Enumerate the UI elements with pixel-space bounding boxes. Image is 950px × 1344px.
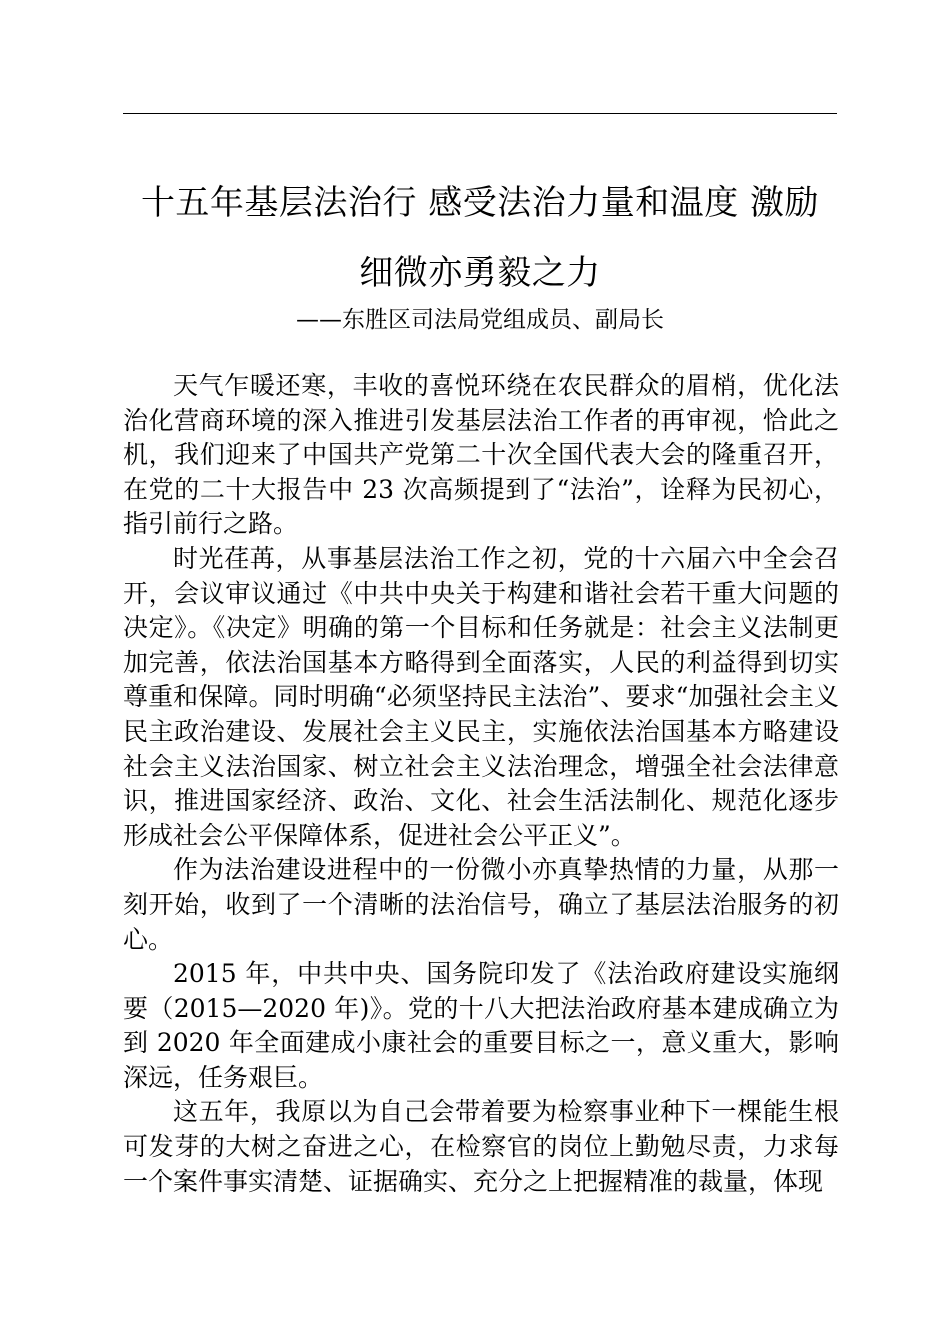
paragraph-2: 时光荏苒，从事基层法治工作之初，党的十六届六中全会召开，会议审议通过《中共中央关于构建和谐社会若干重大问题的决定》。《决定》明确的第一个目标和任务就是：社会主义法制更加完善，依法治国基本方略得到全面落实，人民的利益得到切实尊重和保障。同时明确“必须坚持民主法治”、要求“加强社会主义民主政治建设、发展社会主义民主，实施依法治国基本方略建设社会主义法治国家、树立社会主义法治理念，增强全社会法律意识，推进国家经济、政治、文化、社会生活法制化、规范化逐步形成社会公平保障体系，促进社会公平正义”。 <box>123 543 839 850</box>
title-line-2: 细微亦勇毅之力 <box>359 253 601 293</box>
paragraph-5: 这五年，我原以为自己会带着要为检察事业种下一棵能生根可发芽的大树之奋进之心，在检察官的岗位上勤勉尽责，力求每一个案件事实清楚、证据确实、充分之上把握精准的裁量，体现 <box>123 1097 839 1196</box>
paragraph-3: 作为法治建设进程中的一份微小亦真挚热情的力量，从那一刻开始，收到了一个清晰的法治信号，确立了基层法治服务的初心。 <box>123 855 839 954</box>
paragraph-1: 天气乍暖还寒，丰收的喜悦环绕在农民群众的眉梢，优化法治化营商环境的深入推进引发基层法治工作者的再审视，恰此之机，我们迎来了中国共产党第二十次全国代表大会的隆重召开，在党的二十大报告中 23 次高频提到了“法治”，诠释为民初心，指引前行之路。 <box>123 371 839 539</box>
header-rule <box>123 113 837 114</box>
title-line-1: 十五年基层法治行 感受法治力量和温度 激励 <box>140 183 820 223</box>
document-title <box>110 168 850 308</box>
document-subtitle: ——东胜区司法局党组成员、副局长 <box>296 307 664 333</box>
paragraph-4: 2015 年，中共中央、国务院印发了《法治政府建设实施纲要（2015—2020 年)》。党的十八大把法治政府基本建成确立为到 2020 年全面建成小康社会的重要目标之一，意义重大，影响深远，任务艰巨。 <box>123 959 839 1092</box>
document-body <box>123 369 839 1199</box>
